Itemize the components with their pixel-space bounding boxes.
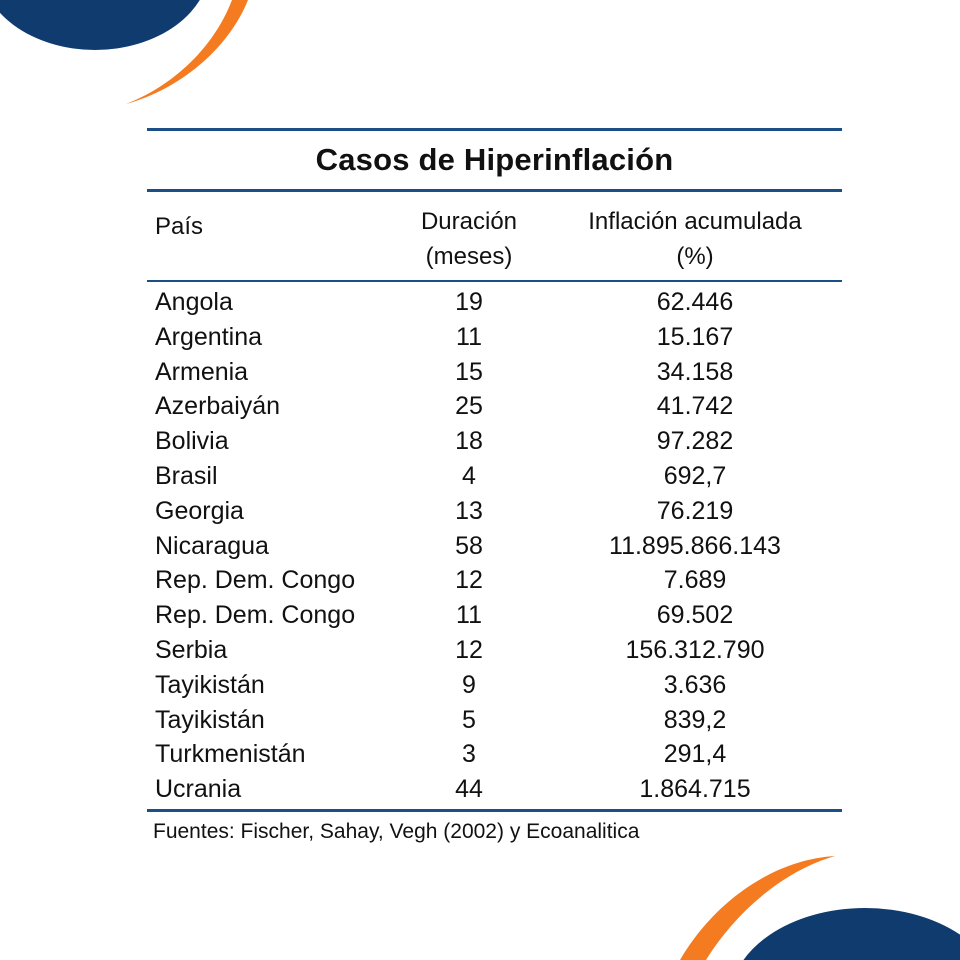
inflation-cell: 3.636 (663, 670, 727, 699)
inflation-cell: 76.219 (656, 496, 734, 525)
duration-cell: 11 (456, 601, 482, 630)
duration-cell: 5 (462, 705, 476, 734)
table-row (147, 424, 842, 459)
table-row (147, 563, 842, 598)
duration-cell: 13 (455, 496, 483, 525)
inflation-cell: 69.502 (656, 601, 734, 630)
bottom-right-orange-swoosh (680, 856, 835, 960)
table-row (147, 529, 842, 564)
inflation-cell: 34.158 (656, 357, 734, 386)
duration-cell: 4 (462, 461, 476, 490)
duration-cell: 11 (456, 322, 482, 351)
bottom-rule (147, 809, 842, 812)
table-body (147, 282, 842, 809)
duration-cell: 19 (455, 288, 483, 316)
top-left-orange-swoosh (126, 0, 248, 104)
table-row (147, 355, 842, 390)
table-row (147, 494, 842, 529)
country-cell: Tayikistán (155, 670, 265, 699)
header-inflation-line2: (%) (676, 243, 714, 270)
header-inflation (547, 204, 843, 274)
header-duration-line1: Duración (420, 208, 518, 235)
table-title: Casos de Hiperinflación (315, 142, 674, 177)
duration-cell: 18 (455, 427, 483, 456)
inflation-cell: 15.167 (656, 322, 734, 351)
country-cell: Armenia (155, 357, 249, 386)
country-cell: Angola (155, 288, 233, 316)
top-left-blue-circle (0, 0, 210, 50)
table-row (147, 598, 842, 633)
table-row (147, 668, 842, 703)
header-inflation-line1: Inflación acumulada (588, 208, 802, 235)
inflation-cell: 11.895.866.143 (609, 531, 781, 560)
table-row (147, 285, 842, 320)
duration-cell: 44 (455, 775, 483, 804)
country-cell: Rep. Dem. Congo (155, 566, 356, 595)
source-note: Fuentes: Fischer, Sahay, Vegh (2002) y Ecoanalitica (153, 819, 640, 843)
table-row (147, 737, 842, 772)
inflation-cell: 839,2 (663, 705, 727, 734)
table-row (147, 389, 842, 424)
hyperinflation-table (147, 128, 842, 844)
inflation-cell: 692,7 (663, 461, 727, 490)
inflation-cell: 7.689 (663, 566, 727, 595)
table-row (147, 633, 842, 668)
country-cell: Turkmenistán (155, 740, 306, 769)
table-row (147, 703, 842, 738)
table-row (147, 772, 842, 807)
inflation-cell: 156.312.790 (625, 635, 765, 664)
duration-cell: 12 (455, 566, 483, 595)
table-header (147, 192, 842, 280)
country-cell: Serbia (155, 635, 228, 664)
header-duration-line2: (meses) (425, 243, 513, 270)
inflation-cell: 97.282 (656, 427, 734, 456)
inflation-cell: 291,4 (663, 740, 727, 769)
duration-cell: 58 (455, 531, 483, 560)
bottom-right-blue-circle (730, 908, 960, 960)
duration-cell: 9 (462, 670, 476, 699)
country-cell: Nicaragua (155, 531, 269, 560)
table-row (147, 459, 842, 494)
inflation-cell: 41.742 (656, 392, 734, 421)
duration-cell: 3 (462, 740, 476, 769)
country-cell: Azerbaiyán (155, 392, 281, 421)
inflation-cell: 1.864.715 (639, 775, 751, 804)
country-cell: Tayikistán (155, 705, 265, 734)
header-country: País (155, 213, 204, 240)
inflation-cell: 62.446 (656, 288, 734, 316)
country-cell: Ucrania (155, 775, 242, 804)
duration-cell: 15 (455, 357, 483, 386)
duration-cell: 25 (455, 392, 483, 421)
duration-cell: 12 (455, 635, 483, 664)
header-duration (387, 204, 551, 274)
country-cell: Argentina (155, 322, 263, 351)
country-cell: Georgia (155, 496, 244, 525)
country-cell: Bolivia (155, 427, 229, 456)
country-cell: Brasil (155, 461, 218, 490)
country-cell: Rep. Dem. Congo (155, 601, 356, 630)
table-row (147, 320, 842, 355)
